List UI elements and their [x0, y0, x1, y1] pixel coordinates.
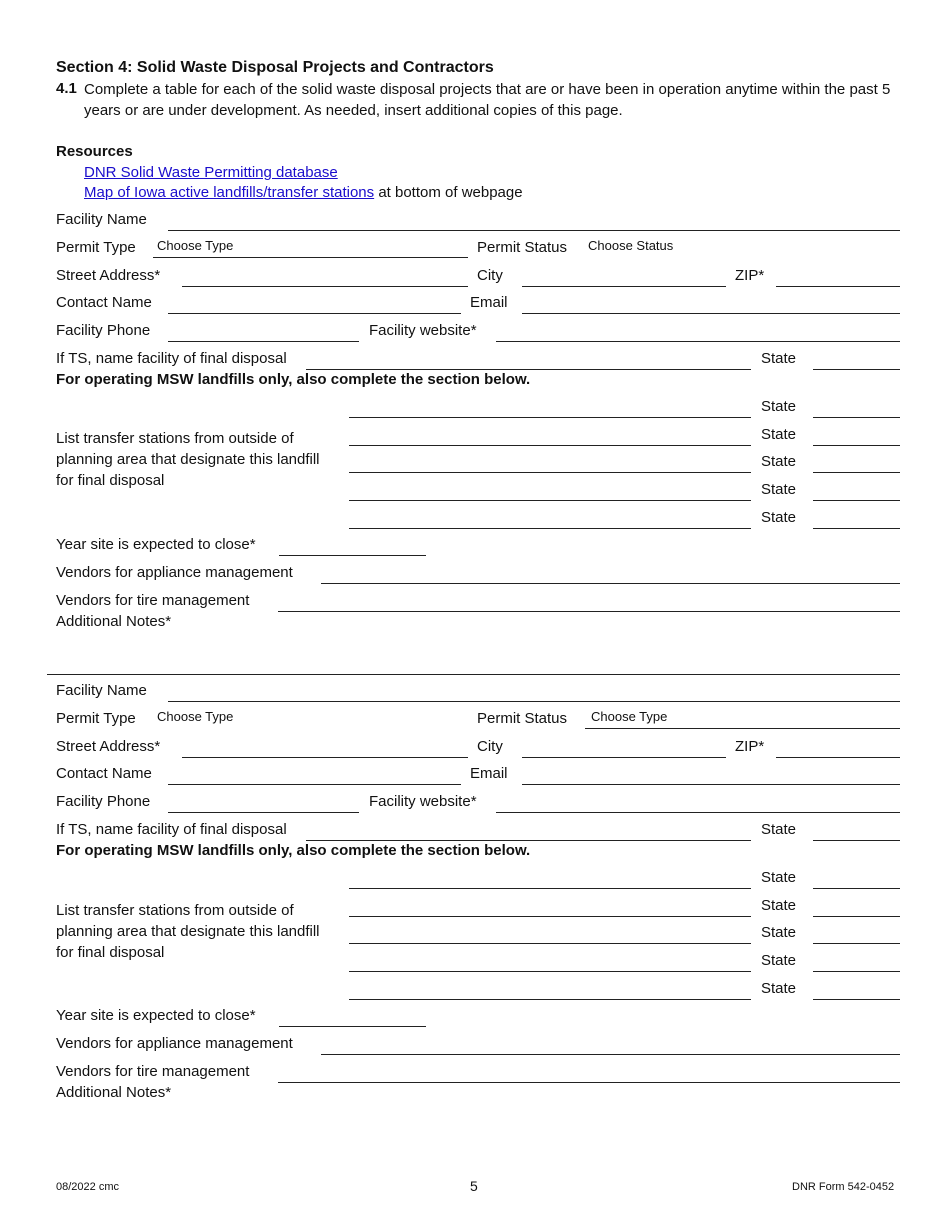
transfer-station-field-4[interactable] — [349, 971, 751, 972]
msw-note: For operating MSW landfills only, also complete the section below. — [56, 371, 531, 388]
transfer-station-field-4[interactable] — [349, 500, 751, 501]
facility-name-label: Facility Name — [56, 682, 147, 699]
facility-phone-field[interactable] — [168, 341, 359, 342]
contact-name-label: Contact Name — [56, 294, 152, 311]
facility-phone-label: Facility Phone — [56, 322, 151, 339]
contact-name-field[interactable] — [168, 784, 461, 785]
state-label: State — [761, 869, 797, 886]
zip-field[interactable] — [776, 286, 900, 287]
permit-status-underline — [585, 728, 900, 729]
permit-status-label: Permit Status — [477, 710, 568, 727]
transfer-state-field-3[interactable] — [813, 943, 900, 944]
transfer-state-field-5[interactable] — [813, 999, 900, 1000]
city-label: City — [477, 738, 503, 755]
state-field[interactable] — [813, 369, 900, 370]
landfill-map-suffix: at bottom of webpage — [378, 184, 523, 201]
transfer-station-field-3[interactable] — [349, 943, 751, 944]
transfer-station-field-2[interactable] — [349, 445, 751, 446]
permit-type-dropdown[interactable]: Choose Type — [157, 709, 234, 724]
vendors-tire-label: Vendors for tire management — [56, 592, 250, 609]
permit-type-label: Permit Type — [56, 239, 136, 256]
vendors-appliance-label: Vendors for appliance management — [56, 564, 293, 581]
vendors-tire-field[interactable] — [278, 611, 900, 612]
transfer-state-field-2[interactable] — [813, 916, 900, 917]
vendors-appliance-field[interactable] — [321, 1054, 900, 1055]
zip-label: ZIP* — [735, 738, 765, 755]
transfer-station-field-2[interactable] — [349, 916, 751, 917]
facility-name-label: Facility Name — [56, 211, 147, 228]
state-label: State — [761, 980, 797, 997]
permit-status-dropdown[interactable]: Choose Type — [591, 709, 668, 724]
year-close-field[interactable] — [279, 555, 426, 556]
facility-website-field[interactable] — [496, 341, 900, 342]
section-title: Section 4: Solid Waste Disposal Projects and Contractors — [56, 59, 494, 76]
state-label: State — [761, 350, 797, 367]
year-close-label: Year site is expected to close* — [56, 1007, 256, 1024]
transfer-station-field-1[interactable] — [349, 888, 751, 889]
facility-name-field[interactable] — [168, 701, 900, 702]
state-label: State — [761, 897, 797, 914]
contact-name-label: Contact Name — [56, 765, 152, 782]
state-label: State — [761, 426, 797, 443]
transfer-state-field-1[interactable] — [813, 417, 900, 418]
transfer-state-field-4[interactable] — [813, 500, 900, 501]
state-label: State — [761, 453, 797, 470]
contact-name-field[interactable] — [168, 313, 461, 314]
facility-website-label: Facility website* — [369, 322, 477, 339]
footer-date: 08/2022 cmc — [56, 1181, 119, 1193]
permit-status-dropdown[interactable]: Choose Status — [588, 238, 674, 253]
transfer-station-field-3[interactable] — [349, 472, 751, 473]
transfer-state-field-3[interactable] — [813, 472, 900, 473]
permit-type-underline — [153, 257, 468, 258]
email-field[interactable] — [522, 784, 900, 785]
permit-type-dropdown[interactable]: Choose Type — [157, 238, 234, 253]
additional-notes-label: Additional Notes* — [56, 613, 172, 630]
item-instructions: Complete a table for each of the solid waste disposal projects that are or have been in operation anytime within the past 5 years or are under development. As needed, insert additional copies of this page. — [84, 81, 891, 119]
email-label: Email — [470, 765, 508, 782]
transfer-station-field-5[interactable] — [349, 999, 751, 1000]
vendors-appliance-field[interactable] — [321, 583, 900, 584]
transfer-station-field-1[interactable] — [349, 417, 751, 418]
year-close-field[interactable] — [279, 1026, 426, 1027]
state-label: State — [761, 398, 797, 415]
street-address-field[interactable] — [182, 757, 468, 758]
form-separator — [47, 674, 900, 675]
vendors-appliance-label: Vendors for appliance management — [56, 1035, 293, 1052]
landfill-map-link[interactable]: Map of Iowa active landfills/transfer stations — [84, 184, 375, 201]
state-label: State — [761, 952, 797, 969]
form-number: DNR Form 542-0452 — [792, 1181, 895, 1193]
transfer-state-field-2[interactable] — [813, 445, 900, 446]
ts-final-disposal-field[interactable] — [306, 369, 751, 370]
transfer-state-field-5[interactable] — [813, 528, 900, 529]
street-address-label: Street Address* — [56, 738, 161, 755]
permitting-database-link[interactable]: DNR Solid Waste Permitting database — [84, 164, 338, 181]
facility-phone-label: Facility Phone — [56, 793, 151, 810]
ts-final-disposal-label: If TS, name facility of final disposal — [56, 350, 287, 367]
page-number: 5 — [470, 1178, 478, 1194]
email-label: Email — [470, 294, 508, 311]
landfill-map-resource — [84, 184, 523, 201]
city-field[interactable] — [522, 286, 726, 287]
street-address-label: Street Address* — [56, 267, 161, 284]
facility-website-field[interactable] — [496, 812, 900, 813]
msw-note: For operating MSW landfills only, also complete the section below. — [56, 842, 531, 859]
state-label: State — [761, 509, 797, 526]
city-label: City — [477, 267, 503, 284]
item-number: 4.1 — [56, 80, 77, 97]
vendors-tire-label: Vendors for tire management — [56, 1063, 250, 1080]
transfer-state-field-4[interactable] — [813, 971, 900, 972]
vendors-tire-field[interactable] — [278, 1082, 900, 1083]
street-address-field[interactable] — [182, 286, 468, 287]
transfer-state-field-1[interactable] — [813, 888, 900, 889]
state-field[interactable] — [813, 840, 900, 841]
additional-notes-label: Additional Notes* — [56, 1084, 172, 1101]
transfer-stations-label: List transfer stations from outside of planning area that designate this landfill for final disposal — [56, 430, 320, 489]
zip-label: ZIP* — [735, 267, 765, 284]
permit-type-label: Permit Type — [56, 710, 136, 727]
email-field[interactable] — [522, 313, 900, 314]
state-label: State — [761, 821, 797, 838]
city-field[interactable] — [522, 757, 726, 758]
ts-final-disposal-label: If TS, name facility of final disposal — [56, 821, 287, 838]
state-label: State — [761, 924, 797, 941]
resources-heading: Resources — [56, 143, 133, 160]
state-label: State — [761, 481, 797, 498]
facility-website-label: Facility website* — [369, 793, 477, 810]
facility-phone-field[interactable] — [168, 812, 359, 813]
transfer-station-field-5[interactable] — [349, 528, 751, 529]
zip-field[interactable] — [776, 757, 900, 758]
facility-name-field[interactable] — [168, 230, 900, 231]
ts-final-disposal-field[interactable] — [306, 840, 751, 841]
permit-status-label: Permit Status — [477, 239, 568, 256]
year-close-label: Year site is expected to close* — [56, 536, 256, 553]
transfer-stations-label: List transfer stations from outside of planning area that designate this landfill for final disposal — [56, 902, 320, 961]
